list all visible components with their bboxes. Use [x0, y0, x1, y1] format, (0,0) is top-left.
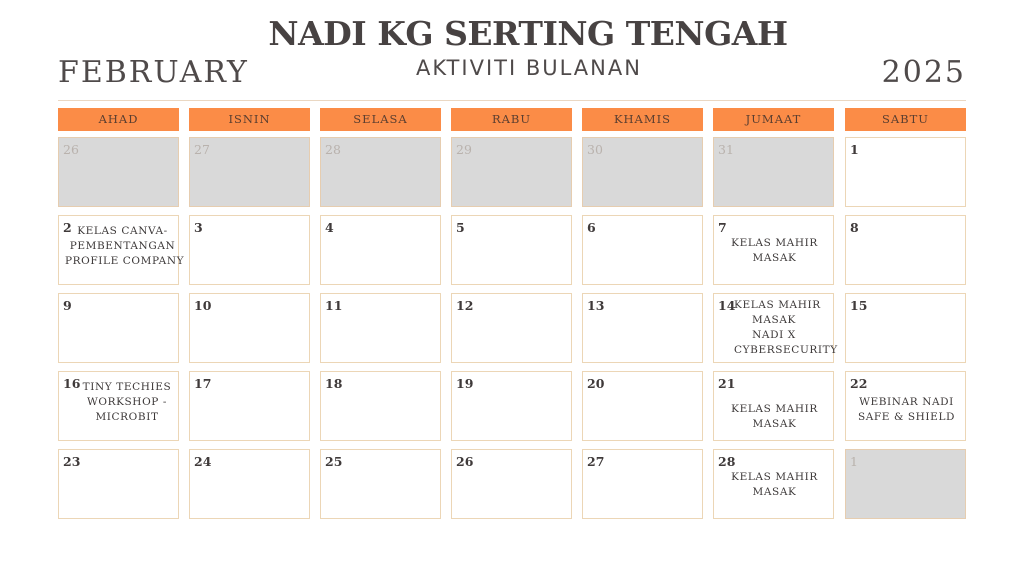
event-line: MASAK — [752, 418, 797, 430]
weekday-header-sabtu: SABTU — [845, 108, 966, 131]
event-line: KELAS MAHIR — [731, 471, 818, 483]
event-line: MASAK — [752, 486, 797, 498]
day-number: 31 — [718, 142, 734, 157]
weekday-header-jumaat: JUMAAT — [713, 108, 834, 131]
event-text — [714, 402, 835, 432]
day-cell[interactable] — [582, 293, 703, 363]
day-number: 25 — [325, 454, 343, 469]
event-text — [734, 298, 838, 358]
day-number: 21 — [718, 376, 736, 391]
weekday-header-khamis: KHAMIS — [582, 108, 703, 131]
outside-month-day-cell[interactable] — [582, 137, 703, 207]
calendar-grid — [58, 137, 967, 519]
event-line: TINY TECHIES — [82, 381, 172, 393]
day-number: 4 — [325, 220, 334, 235]
event-line: MASAK — [752, 314, 796, 326]
day-number: 1 — [850, 142, 859, 157]
day-cell[interactable] — [320, 371, 441, 441]
day-cell[interactable] — [582, 449, 703, 519]
day-cell[interactable] — [845, 371, 966, 441]
weekday-header-selasa: SELASA — [320, 108, 441, 131]
event-line: KELAS MAHIR — [734, 299, 821, 311]
day-cell[interactable] — [845, 137, 966, 207]
weekday-header-rabu: RABU — [451, 108, 572, 131]
event-line: KELAS CANVA- — [77, 225, 168, 237]
day-number: 18 — [325, 376, 343, 391]
event-text — [846, 395, 967, 425]
event-text — [714, 470, 835, 500]
day-cell[interactable] — [189, 293, 310, 363]
day-cell[interactable] — [845, 215, 966, 285]
day-cell[interactable] — [189, 449, 310, 519]
event-line: PEMBENTANGAN — [69, 240, 176, 252]
day-number: 28 — [718, 454, 736, 469]
day-cell[interactable] — [189, 215, 310, 285]
outside-month-day-cell[interactable] — [58, 137, 179, 207]
year-label: 2025 — [881, 55, 966, 90]
event-text — [714, 236, 835, 266]
day-number: 19 — [456, 376, 474, 391]
outside-month-day-cell[interactable] — [845, 449, 966, 519]
day-number: 9 — [63, 298, 72, 313]
day-number: 27 — [587, 454, 605, 469]
event-line: SAFE & SHIELD — [857, 411, 956, 423]
event-line: WEBINAR NADI — [859, 396, 954, 408]
weekday-header-ahad: AHAD — [58, 108, 179, 131]
day-number: 15 — [850, 298, 868, 313]
month-label: FEBRUARY — [58, 55, 249, 90]
day-number: 30 — [587, 142, 603, 157]
day-cell[interactable] — [320, 449, 441, 519]
day-cell[interactable] — [58, 215, 185, 285]
event-line: KELAS MAHIR — [731, 237, 818, 249]
day-cell[interactable] — [713, 215, 834, 285]
day-number: 11 — [325, 298, 343, 313]
day-number: 29 — [456, 142, 472, 157]
day-cell[interactable] — [845, 293, 966, 363]
day-cell[interactable] — [582, 371, 703, 441]
header-divider — [58, 100, 966, 101]
day-number: 28 — [325, 142, 341, 157]
day-number: 3 — [194, 220, 203, 235]
day-number: 12 — [456, 298, 474, 313]
event-text — [65, 224, 185, 269]
day-number: 20 — [587, 376, 605, 391]
day-number: 23 — [63, 454, 81, 469]
day-number: 13 — [587, 298, 605, 313]
day-number: 22 — [850, 376, 868, 391]
weekday-header-row — [58, 108, 967, 131]
outside-month-day-cell[interactable] — [189, 137, 310, 207]
day-cell[interactable] — [451, 371, 572, 441]
day-cell[interactable] — [713, 293, 838, 363]
day-cell[interactable] — [713, 449, 834, 519]
day-number: 5 — [456, 220, 465, 235]
event-line: MICROBIT — [95, 411, 159, 423]
event-line: NADI X — [752, 329, 796, 341]
day-number: 8 — [850, 220, 859, 235]
day-cell[interactable] — [451, 215, 572, 285]
day-cell[interactable] — [320, 293, 441, 363]
event-line: PROFILE COMPANY — [65, 255, 185, 267]
day-number: 7 — [718, 220, 727, 235]
day-number: 16 — [63, 376, 81, 391]
day-cell[interactable] — [189, 371, 310, 441]
day-cell[interactable] — [451, 293, 572, 363]
day-cell[interactable] — [451, 449, 572, 519]
day-cell[interactable] — [320, 215, 441, 285]
event-line: MASAK — [752, 252, 797, 264]
outside-month-day-cell[interactable] — [320, 137, 441, 207]
outside-month-day-cell[interactable] — [451, 137, 572, 207]
event-text — [79, 380, 175, 425]
event-line: KELAS MAHIR — [731, 403, 818, 415]
page-subtitle: AKTIVITI BULANAN — [416, 56, 642, 80]
day-number: 2 — [63, 220, 72, 235]
day-cell[interactable] — [58, 371, 179, 441]
day-number: 26 — [63, 142, 79, 157]
outside-month-day-cell[interactable] — [713, 137, 834, 207]
day-cell[interactable] — [713, 371, 834, 441]
day-cell[interactable] — [58, 293, 179, 363]
weekday-header-isnin: ISNIN — [189, 108, 310, 131]
day-number: 6 — [587, 220, 596, 235]
day-number: 24 — [194, 454, 212, 469]
day-cell[interactable] — [582, 215, 703, 285]
day-number: 14 — [718, 298, 736, 313]
day-number: 10 — [194, 298, 212, 313]
event-line: WORKSHOP - — [86, 396, 168, 408]
day-number: 17 — [194, 376, 212, 391]
day-cell[interactable] — [58, 449, 179, 519]
event-line: CYBERSECURITY — [734, 344, 838, 356]
day-number: 27 — [194, 142, 210, 157]
day-number: 1 — [850, 454, 858, 469]
page-title: NADI KG SERTING TENGAH — [268, 14, 788, 53]
day-number: 26 — [456, 454, 474, 469]
